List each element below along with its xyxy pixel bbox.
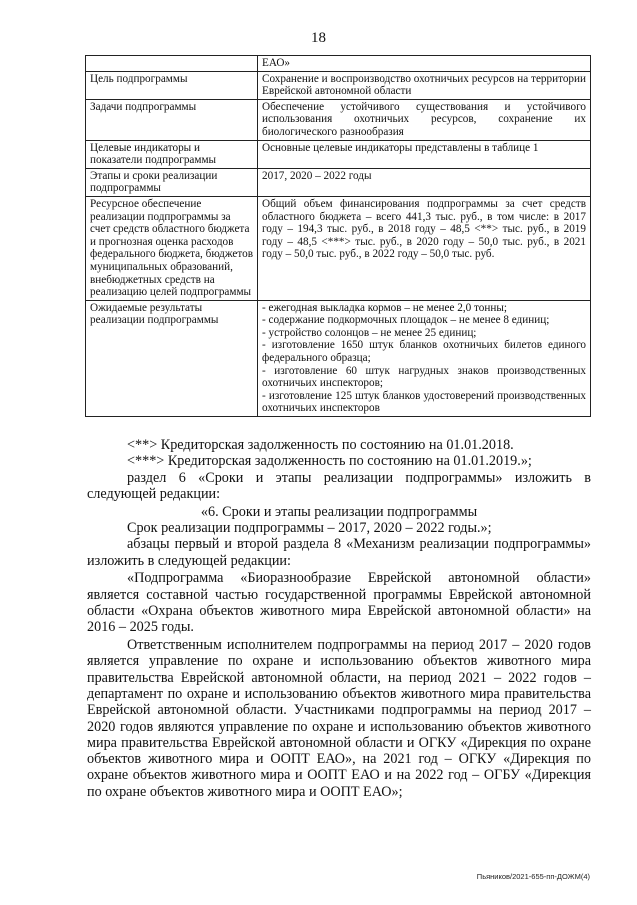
result-item: - устройство солонцов – не менее 25 единиц; [262, 326, 477, 339]
table-row [86, 300, 591, 416]
footnote: <***> Кредиторская задолженность по состоянию на 01.01.2019.»; [127, 453, 532, 470]
table-row [86, 99, 591, 140]
table-cell-label: Задачи подпрограммы [86, 99, 258, 140]
table-cell-value: Сохранение и воспроизводство охотничьих ресурсов на территории Еврейской автономной области [258, 71, 591, 99]
paragraph: Ответственным исполнителем подпрограммы на период 2017 – 2020 годов является управление по охране и использованию объектов животного мира правительства Еврейской автономной области, на период 2021 – 2022 годов – департамент по охране и использованию объектов животного мира правительства Еврейской автономной области. Участниками подпрограммы на период 2017 – 2020 годов являются управление по охране и использованию объектов животного мира правительства Еврейской автономной области и ОГКУ «Дирекция по охране объектов животного мира и ООПТ ЕАО», на 2021 год – ОГКУ «Дирекция по охране объектов животного мира и ООПТ ЕАО и на 2022 год – ОГБУ «Дирекция по охране объектов животного мира и ООПТ ЕАО»; [87, 637, 591, 800]
table-cell-label: Ожидаемые результаты реализации подпрограммы [86, 300, 258, 416]
table-cell-value: Общий объем финансирования подпрограммы за счет средств областного бюджета – всего 441,3 тыс. руб., в том числе: в 2017 году – 194,3 тыс. руб., в 2018 году – 48,5 <**> тыс. руб., в 2019 году – 48,5 <***> тыс. руб., в 2020 году – 50,0 тыс. руб., в 2021 году – 50,0 тыс. руб., в 2022 году – 50,0 тыс. руб. [258, 196, 591, 300]
table-cell-value: Обеспечение устойчивого существования и устойчивого использования охотничьих ресурсов, сохранение их биологического разнообразия [258, 99, 591, 140]
table-row [86, 71, 591, 99]
table-cell-value: Основные целевые индикаторы представлены в таблице 1 [258, 140, 591, 168]
paragraph: абзацы первый и второй раздела 8 «Механизм реализации подпрограммы» изложить в следующей редакции: [87, 536, 591, 569]
table-row [86, 56, 591, 72]
paragraph: раздел 6 «Сроки и этапы реализации подпрограммы» изложить в следующей редакции: [87, 469, 591, 502]
table-cell-label: Ресурсное обеспечение реализации подпрограммы за счет средств областного бюджета и прогнозная оценка расходов федерального бюджета, бюджетов муниципальных образований, внебюджетных средств на реализацию целей подпрограммы [86, 196, 258, 300]
footnote: <**> Кредиторская задолженность по состоянию на 01.01.2018. [127, 437, 514, 453]
table-row [86, 196, 591, 300]
table-row [86, 140, 591, 168]
result-item: - содержание подкормочных площадок – не менее 8 единиц; [262, 314, 550, 327]
table-cell-label: Этапы и сроки реализации подпрограммы [86, 168, 258, 196]
result-item: - ежегодная выкладка кормов – не менее 2,0 тонны; [262, 301, 507, 314]
result-item: - изготовление 125 штук бланков удостоверений производственных охотничьих инспекторов [262, 389, 586, 415]
table-cell-label: Целевые индикаторы и показатели подпрограммы [86, 140, 258, 168]
result-item: - изготовление 1650 штук бланков охотничьих билетов единого федерального образца; [262, 339, 586, 365]
body-text [87, 437, 591, 800]
paragraph: Срок реализации подпрограммы – 2017, 2020 – 2022 годы.»; [127, 519, 492, 536]
table-row [86, 168, 591, 196]
table-cell-value: ЕАО» [258, 56, 591, 72]
footer-document-code: Пьяников/2021-655-пп-ДОЖМ(4) [476, 872, 590, 881]
paragraph: «Подпрограмма «Биоразнообразие Еврейской автономной области» является составной частью государственной программы Еврейской автономной области «Охрана объектов животного мира Еврейской автономной области» на 2016 – 2025 годы. [87, 570, 591, 636]
expected-results-cell [258, 300, 591, 416]
result-item: - изготовление 60 штук нагрудных знаков производственных охотничьих инспекторов; [262, 364, 586, 390]
subprogram-passport-table [85, 55, 591, 417]
table-cell-label [86, 56, 258, 72]
page-number: 18 [311, 30, 326, 46]
section-heading: «6. Сроки и этапы реализации подпрограммы [200, 503, 478, 520]
table-cell-label: Цель подпрограммы [86, 71, 258, 99]
table-cell-value: 2017, 2020 – 2022 годы [258, 168, 591, 196]
